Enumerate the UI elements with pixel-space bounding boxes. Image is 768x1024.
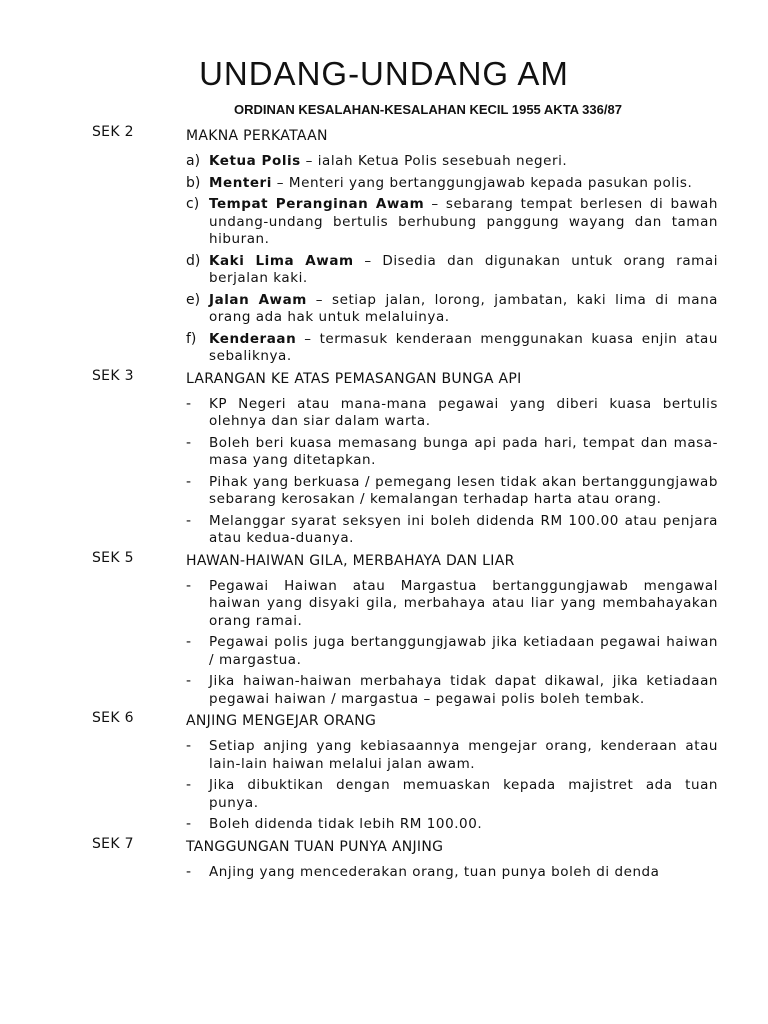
definition-item bbox=[0, 292, 718, 327]
list-item bbox=[0, 864, 718, 882]
bullet-dash: - bbox=[186, 863, 192, 880]
item-marker: b) bbox=[186, 174, 201, 191]
section-heading: MAKNA PERKATAAN bbox=[186, 128, 328, 144]
bullet-list bbox=[0, 864, 768, 882]
bullet-dash: - bbox=[186, 577, 192, 594]
definition-term: Kenderaan bbox=[209, 330, 297, 347]
section-number: SEK 7 bbox=[92, 835, 134, 852]
bullet-dash: - bbox=[186, 473, 192, 490]
list-item-text: Setiap anjing yang kebiasaannya mengejar orang, kenderaan atau lain-lain haiwan melalui jalan awam. bbox=[209, 738, 718, 772]
section-heading: ANJING MENGEJAR ORANG bbox=[186, 713, 377, 729]
list-item-text: Jika haiwan-haiwan merbahaya tidak dapat dikawal, jika ketiadaan pegawai haiwan / margastua – pegawai polis boleh tembak. bbox=[209, 673, 718, 707]
bullet-list bbox=[0, 396, 768, 548]
section-heading: TANGGUNGAN TUAN PUNYA ANJING bbox=[186, 838, 444, 855]
list-item bbox=[0, 816, 718, 834]
section-number: SEK 5 bbox=[92, 549, 134, 566]
definition-item bbox=[0, 331, 718, 366]
section-sek-6 bbox=[0, 708, 768, 834]
bullet-dash: - bbox=[186, 512, 192, 529]
definition-term: Kaki Lima Awam bbox=[209, 252, 354, 269]
list-item-text: KP Negeri atau mana-mana pegawai yang diberi kuasa bertulis olehnya dan siar dalam warta. bbox=[209, 395, 718, 429]
item-marker: d) bbox=[186, 252, 201, 269]
list-item-text: Pihak yang berkuasa / pemegang lesen tidak akan bertanggungjawab sebarang kerosakan / kemalangan terhadap harta atau orang. bbox=[209, 473, 718, 507]
bullet-dash: - bbox=[186, 673, 192, 689]
definition-term: Jalan Awam bbox=[209, 291, 307, 308]
definition-item bbox=[0, 196, 718, 249]
definition-text: – ialah Ketua Polis sesebuah negeri. bbox=[300, 153, 568, 169]
list-item-text: Pegawai polis juga bertanggungjawab jika ketiadaan pegawai haiwan / margastua. bbox=[209, 634, 718, 668]
list-item-text: Pegawai Haiwan atau Margastua bertanggungjawab mengawal haiwan yang disyaki gila, merbahaya atau liar yang membahayakan orang ramai. bbox=[209, 577, 718, 629]
definition-text: – termasuk kenderaan menggunakan kuasa enjin atau sebaliknya. bbox=[209, 330, 718, 364]
list-item bbox=[0, 513, 718, 548]
list-item-text: Boleh didenda tidak lebih RM 100.00. bbox=[209, 816, 483, 832]
bullet-dash: - bbox=[186, 434, 192, 451]
section-heading: HAWAN-HAIWAN GILA, MERBAHAYA DAN LIAR bbox=[186, 552, 515, 569]
bullet-list bbox=[0, 738, 768, 834]
list-item bbox=[0, 396, 718, 431]
list-item-text: Boleh beri kuasa memasang bunga api pada hari, tempat dan masa-masa yang ditetapkan. bbox=[209, 434, 718, 468]
section-sek-2 bbox=[0, 122, 768, 366]
item-marker: a) bbox=[186, 153, 201, 169]
section-sek-3 bbox=[0, 366, 768, 548]
item-marker: f) bbox=[186, 330, 197, 347]
list-item bbox=[0, 474, 718, 509]
definition-item bbox=[0, 253, 718, 288]
section-sek-5 bbox=[0, 548, 768, 709]
list-item bbox=[0, 673, 718, 708]
list-item-text: Jika dibuktikan dengan memuaskan kepada majistret ada tuan punya. bbox=[209, 777, 718, 811]
item-marker: e) bbox=[186, 291, 201, 308]
list-item-text: Melanggar syarat seksyen ini boleh didenda RM 100.00 atau penjara atau kedua-duanya. bbox=[209, 512, 718, 546]
section-heading: LARANGAN KE ATAS PEMASANGAN BUNGA API bbox=[186, 370, 522, 387]
bullet-dash: - bbox=[186, 634, 192, 650]
definition-text: – sebarang tempat berlesen di bawah undang-undang bertulis berhubung panggung wayang dan taman hiburan. bbox=[209, 196, 718, 247]
section-number: SEK 3 bbox=[92, 367, 134, 384]
list-item bbox=[0, 435, 718, 470]
definition-term: Menteri bbox=[209, 174, 272, 191]
section-sek-7 bbox=[0, 834, 768, 882]
definition-term: Tempat Peranginan Awam bbox=[209, 196, 425, 212]
definition-item bbox=[0, 153, 718, 171]
item-marker: c) bbox=[186, 196, 200, 212]
document-body bbox=[0, 122, 768, 881]
section-number: SEK 6 bbox=[92, 710, 134, 726]
bullet-dash: - bbox=[186, 816, 192, 832]
list-item-text: Anjing yang mencederakan orang, tuan punya boleh di denda bbox=[209, 863, 660, 880]
bullet-dash: - bbox=[186, 395, 192, 412]
list-item bbox=[0, 634, 718, 669]
page-subtitle: ORDINAN KESALAHAN-KESALAHAN KECIL 1955 AKTA 336/87 bbox=[234, 102, 622, 117]
list-item bbox=[0, 578, 718, 631]
page-title: UNDANG-UNDANG AM bbox=[199, 55, 569, 92]
definition-text: – setiap jalan, lorong, jambatan, kaki lima di mana orang ada hak untuk melaluinya. bbox=[209, 291, 718, 325]
bullet-list bbox=[0, 578, 768, 709]
definition-item bbox=[0, 175, 718, 193]
bullet-dash: - bbox=[186, 777, 192, 793]
list-item bbox=[0, 738, 718, 773]
definition-text: – Menteri yang bertanggungjawab kepada pasukan polis. bbox=[271, 174, 693, 191]
definition-text: – Disedia dan digunakan untuk orang ramai berjalan kaki. bbox=[209, 252, 718, 286]
bullet-dash: - bbox=[186, 738, 192, 754]
list-item bbox=[0, 777, 718, 812]
section-number: SEK 2 bbox=[92, 124, 134, 140]
definition-list bbox=[0, 153, 768, 366]
definition-term: Ketua Polis bbox=[209, 153, 301, 169]
